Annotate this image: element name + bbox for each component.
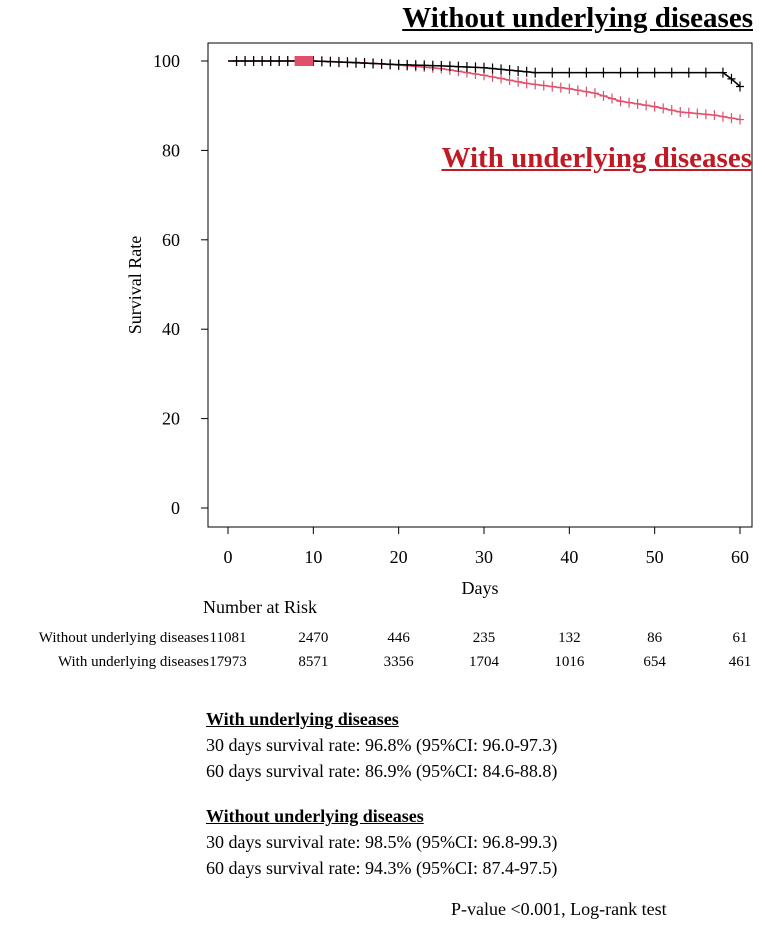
x-tick-label: 40 [560,547,579,567]
censor-mark-without [523,67,531,77]
censor-mark-with [497,74,505,84]
censor-mark-without [429,61,437,71]
censor-mark-with [634,99,642,109]
risk-cell: 1704 [469,654,499,670]
censor-mark-with [574,85,582,95]
censor-mark-with [659,103,667,113]
risk-row-label-without: Without underlying diseases [38,630,209,646]
censor-mark-without [335,57,343,67]
censor-mark-without [634,68,642,78]
censor-mark-with [651,102,659,112]
summary-with-30day: 30 days survival rate: 96.8% (95%CI: 96.0-97.3) [206,735,558,755]
censor-mark-without [565,68,573,78]
censor-mark-without [471,62,479,72]
censor-mark-with [540,80,548,90]
without-curve-label: Without underlying diseases [402,2,753,34]
censor-mark-without [343,57,351,67]
y-axis-label: Survival Rate [125,235,145,335]
censor-mark-without [668,68,676,78]
censor-mark-without [258,56,266,66]
censor-mark-with [685,108,693,118]
censor-mark-without [267,56,275,66]
risk-cell: 446 [387,630,410,646]
p-value-note: P-value <0.001, Log-rank test [451,899,667,919]
censor-mark-without [386,59,394,69]
censor-mark-with [531,79,539,89]
censor-mark-without [241,56,249,66]
censor-mark-without [326,57,334,67]
with-curve-label: With underlying diseases [441,142,752,174]
censor-mark-with [506,75,514,85]
censor-mark-with [548,82,556,92]
censor-mark-with [668,105,676,115]
censor-marks-with [233,56,744,125]
censor-mark-without [378,59,386,69]
summary-without-60day: 60 days survival rate: 94.3% (95%CI: 87.4-97.5) [206,858,558,878]
censor-mark-without [548,68,556,78]
censor-mark-with [625,98,633,108]
summary-without [206,803,557,881]
censor-mark-with [557,83,565,93]
censor-mark-with [710,110,718,120]
censor-mark-with [591,88,599,98]
censor-mark-with [676,107,684,117]
summary-with-60day: 60 days survival rate: 86.9% (95%CI: 84.6-88.8) [206,761,558,781]
risk-cell: 61 [732,630,748,646]
number-at-risk-heading: Number at Risk [203,597,317,617]
risk-cell: 86 [647,630,663,646]
censor-mark-without [497,64,505,74]
risk-cell: 2470 [298,630,329,646]
censor-mark-without [514,66,522,76]
censor-mark-without [395,60,403,70]
censor-mark-without [617,68,625,78]
censor-mark-without [361,58,369,68]
y-tick-label: 40 [162,319,180,340]
x-tick-label: 50 [645,547,664,567]
risk-cell: 8571 [298,654,329,670]
risk-row-label-with: With underlying diseases [57,654,209,670]
censor-mark-without [582,68,590,78]
censor-mark-without [275,56,283,66]
risk-cell: 1016 [554,654,585,670]
censor-mark-without [727,74,735,84]
censor-mark-without [480,63,488,73]
censor-mark-without [685,68,693,78]
censor-mark-without [233,56,241,66]
censor-mark-with [702,109,710,119]
risk-cell: 654 [643,654,666,670]
censor-mark-with [736,115,744,125]
censor-mark-with [608,94,616,104]
censor-mark-without [412,60,420,70]
censor-mark-without [489,64,497,74]
y-tick-label: 80 [162,140,180,161]
censor-mark-with [693,109,701,119]
censor-mark-with [582,87,590,97]
censor-mark-without [420,60,428,70]
risk-cell: 11081 [209,630,247,646]
censor-mark-without [736,81,744,91]
x-tick-label: 30 [475,547,493,567]
x-tick-label: 60 [731,547,749,567]
summary-without-heading: Without underlying diseases [206,806,424,826]
censor-mark-with [599,91,607,101]
summary-with [206,706,557,784]
censor-mark-without [250,56,258,66]
y-tick-label: 100 [153,51,180,71]
censor-mark-without [531,68,539,78]
censor-mark-with [727,113,735,123]
risk-cell: 132 [558,630,581,646]
censor-mark-with [719,112,727,122]
x-tick-label: 0 [223,547,233,567]
summary-with-heading: With underlying diseases [206,709,399,729]
censor-mark-without [651,68,659,78]
censor-mark-without [403,60,411,70]
risk-cell: 461 [728,654,752,670]
censor-mark-without [599,68,607,78]
censor-mark-with [617,96,625,106]
censor-mark-without [702,68,710,78]
censor-mark-with [523,78,531,88]
y-tick-label: 20 [162,408,180,429]
censor-mark-with [565,84,573,94]
summary-without-30day: 30 days survival rate: 98.5% (95%CI: 96.8-99.3) [206,832,558,852]
censor-mark-without [463,62,471,72]
risk-cell: 235 [472,630,496,646]
y-tick-label: 0 [171,498,180,518]
censor-mark-without [284,56,292,66]
risk-cell: 17973 [209,654,247,670]
x-tick-label: 20 [389,547,408,567]
x-axis-label: Days [461,578,499,598]
censor-mark-without [719,68,727,78]
plot-frame [208,43,752,527]
censor-mark-without [318,56,326,66]
censor-mark-with [514,77,522,87]
x-tick-label: 10 [304,547,323,567]
censor-mark-without [352,58,360,68]
risk-cell: 3356 [383,654,414,670]
censor-mark-without [369,59,377,69]
censor-mark-with [642,100,650,110]
censor-mark-without [506,65,514,75]
censor-cluster-with [295,56,314,66]
y-tick-label: 60 [162,229,180,250]
